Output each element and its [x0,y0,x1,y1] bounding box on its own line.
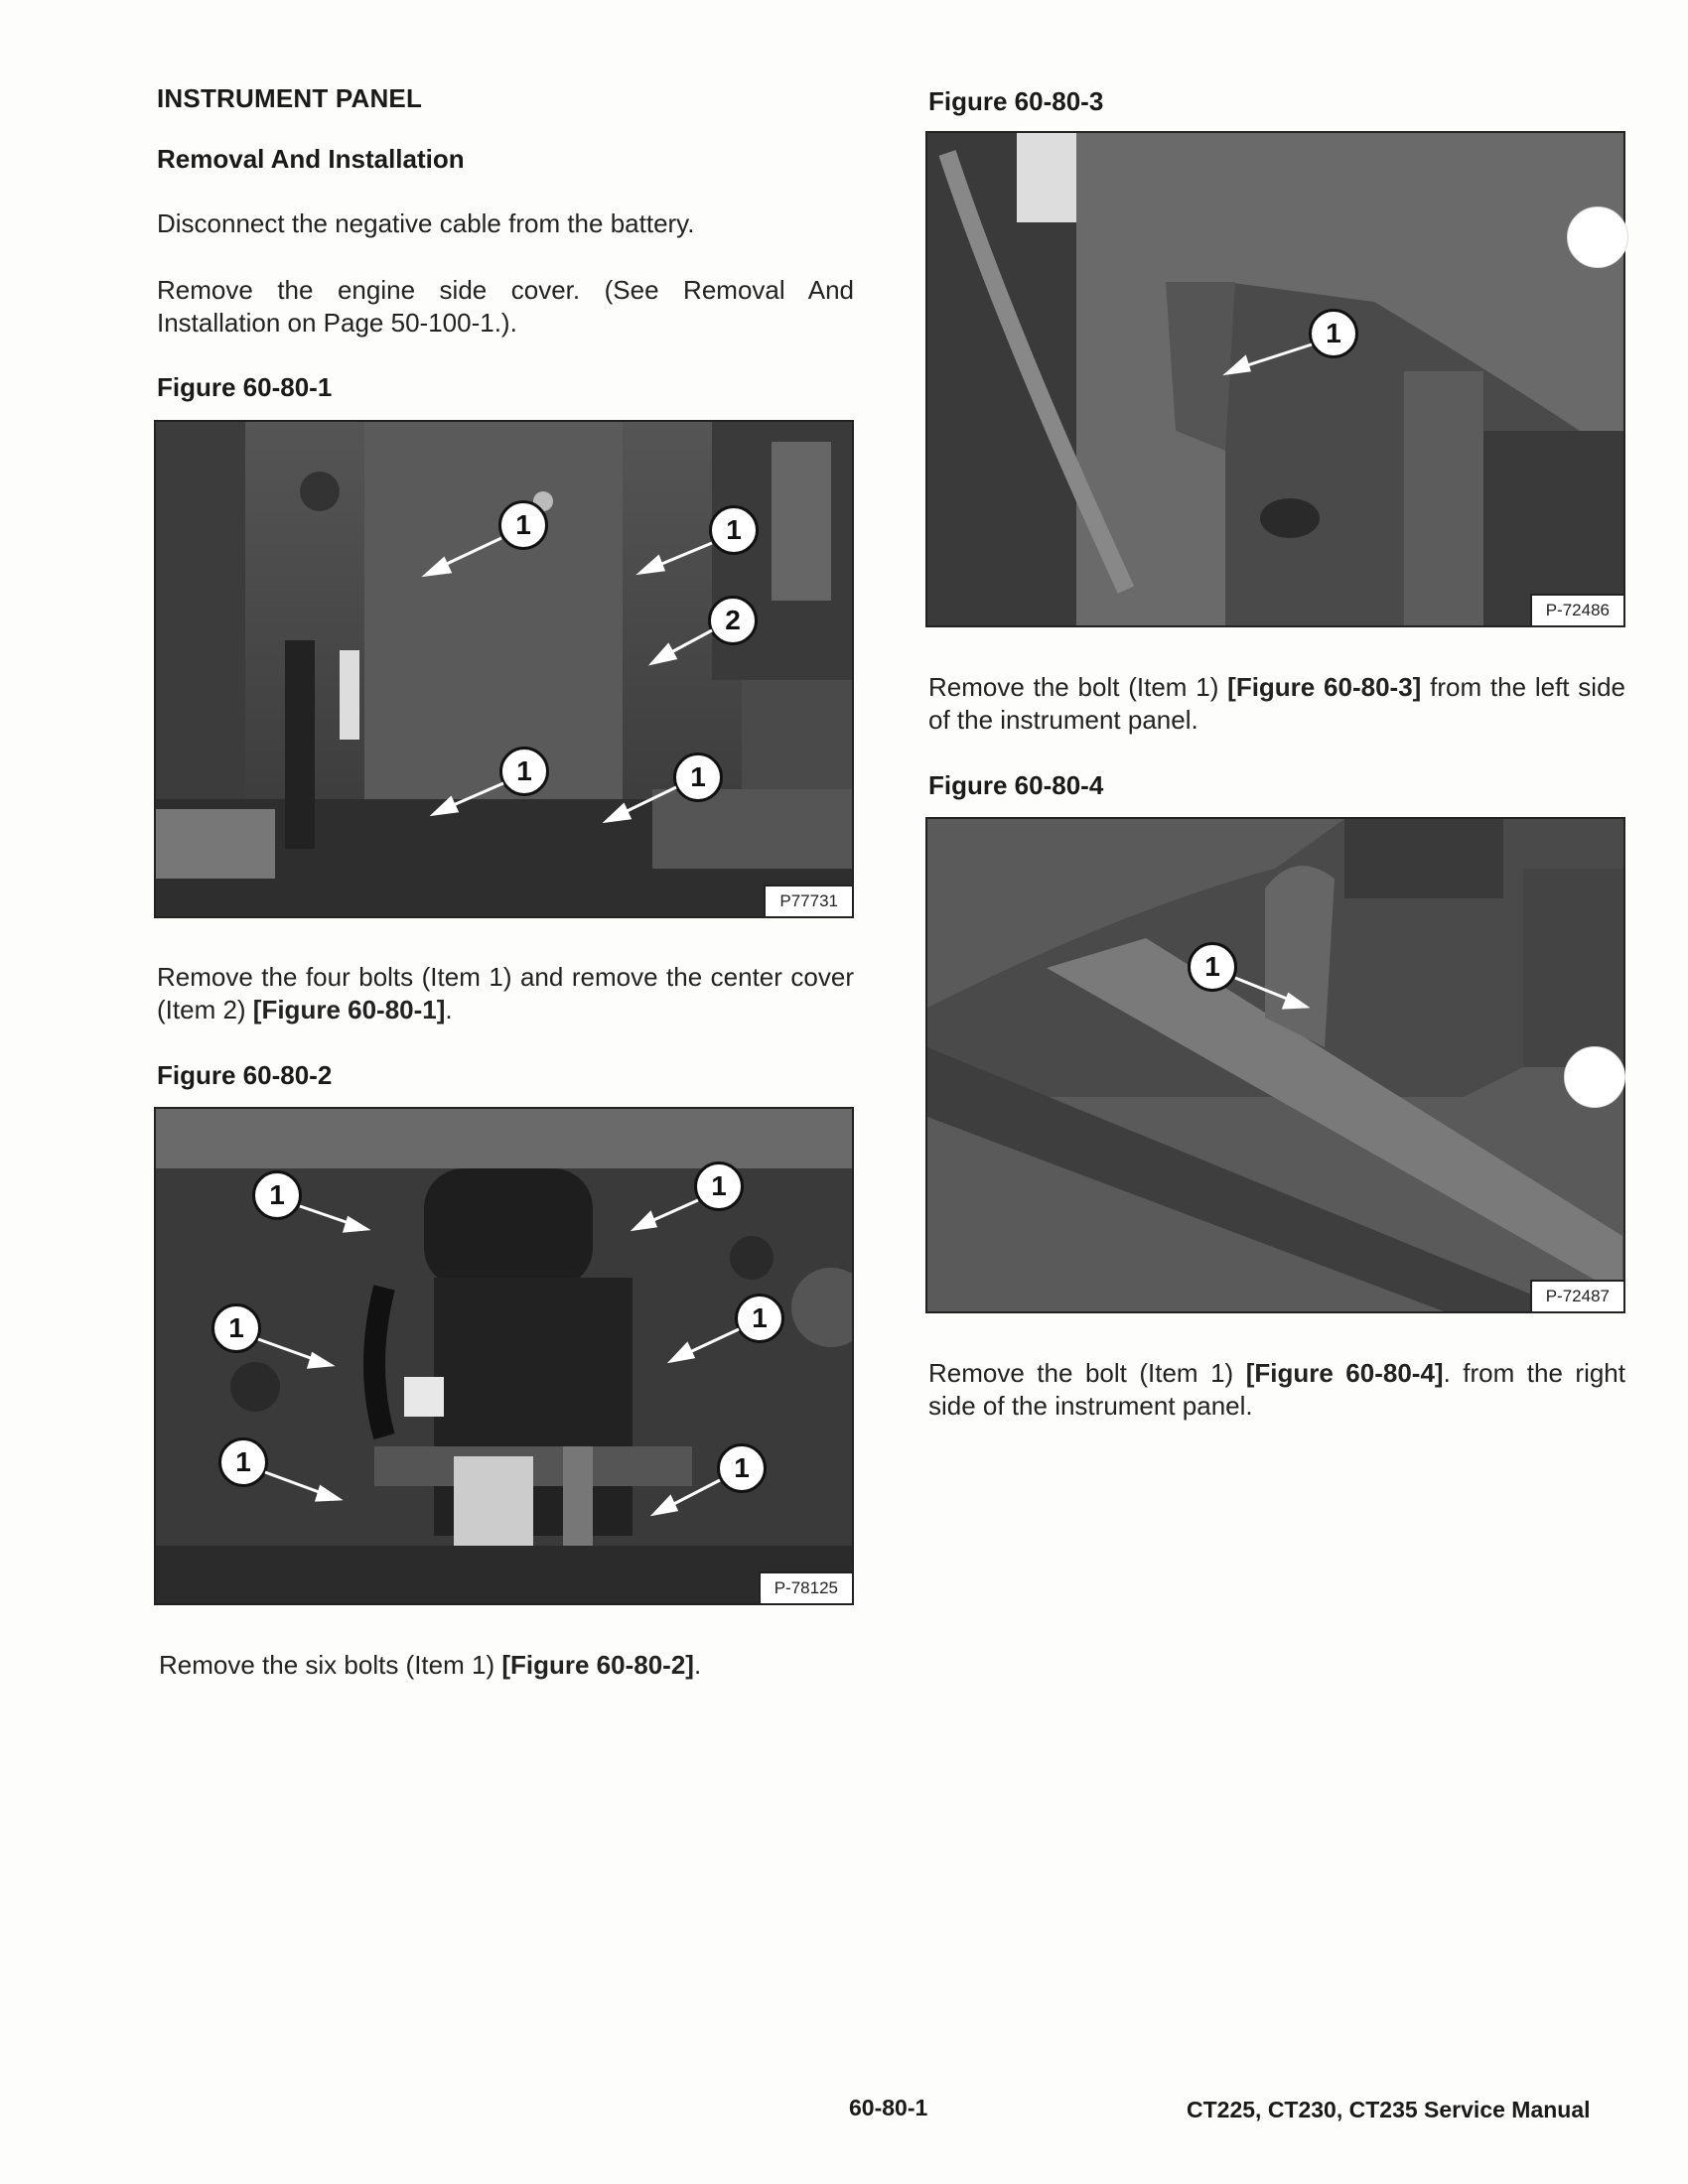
figure-label-1: Figure 60-80-1 [157,372,333,402]
figure-60-80-2-photo [154,1107,854,1605]
photo-id: P-72487 [1530,1280,1623,1311]
caption-text: Remove the bolt (Item 1) [928,672,1228,702]
manual-title: CT225, CT230, CT235 Service Manual [1187,2097,1591,2122]
callout-item-1: 1 [694,1161,744,1211]
photo-id: P-78125 [759,1571,852,1603]
caption-text: Remove the four bolts (Item 1) and remove the center cover (Item 2) [157,962,854,1024]
figure-reference: [Figure 60-80-3] [1227,672,1422,702]
figure-label-4: Figure 60-80-4 [928,770,1104,800]
callout-item-1: 1 [218,1437,268,1487]
figure-60-80-3-photo [925,131,1625,627]
callout-item-1: 1 [1188,942,1237,992]
paragraph-remove-cover: Remove the engine side cover. (See Removal And Installation on Page 50-100-1.). [157,275,854,338]
punch-hole [1564,1046,1625,1108]
callout-item-1: 1 [735,1294,784,1343]
figure-reference: [Figure 60-80-2] [501,1650,694,1680]
callout-item-1: 1 [252,1170,302,1220]
figure-label-3: Figure 60-80-3 [928,86,1104,116]
figure-label-2: Figure 60-80-2 [157,1060,333,1090]
photo-id: P-72486 [1530,594,1623,625]
callout-item-1: 1 [709,505,759,555]
callout-item-1: 1 [1309,309,1358,358]
caption-end: . [693,1650,702,1680]
caption-text: Remove the six bolts (Item 1) [159,1650,502,1680]
figure-reference: [Figure 60-80-1] [252,995,446,1024]
caption-figure-1 [157,961,854,1026]
page-number: 60-80-1 [849,2095,928,2120]
subsection-title: Removal And Installation [157,144,465,174]
section-title: INSTRUMENT PANEL [157,83,423,113]
callout-item-2: 2 [708,596,758,645]
caption-figure-2 [159,1649,856,1682]
caption-end: . [445,995,453,1024]
figure-60-80-1-photo [154,420,854,918]
figure-reference: [Figure 60-80-4] [1245,1358,1444,1388]
punch-hole [1567,206,1628,268]
callout-item-1: 1 [211,1303,261,1353]
callout-item-1: 1 [498,500,548,550]
paragraph-disconnect: Disconnect the negative cable from the battery. [157,208,695,238]
figure-60-80-4-photo [925,817,1625,1313]
callout-item-1: 1 [673,752,723,802]
caption-figure-3 [928,671,1625,737]
caption-end: . from the right side of the instrument panel. [928,1358,1625,1421]
photo-id: P77731 [764,885,852,916]
caption-text: Remove the bolt (Item 1) [928,1358,1246,1388]
callout-item-1: 1 [499,747,549,796]
callout-item-1: 1 [717,1443,767,1493]
caption-figure-4 [928,1357,1625,1423]
caption-end: from the left side of the instrument panel. [928,672,1625,735]
